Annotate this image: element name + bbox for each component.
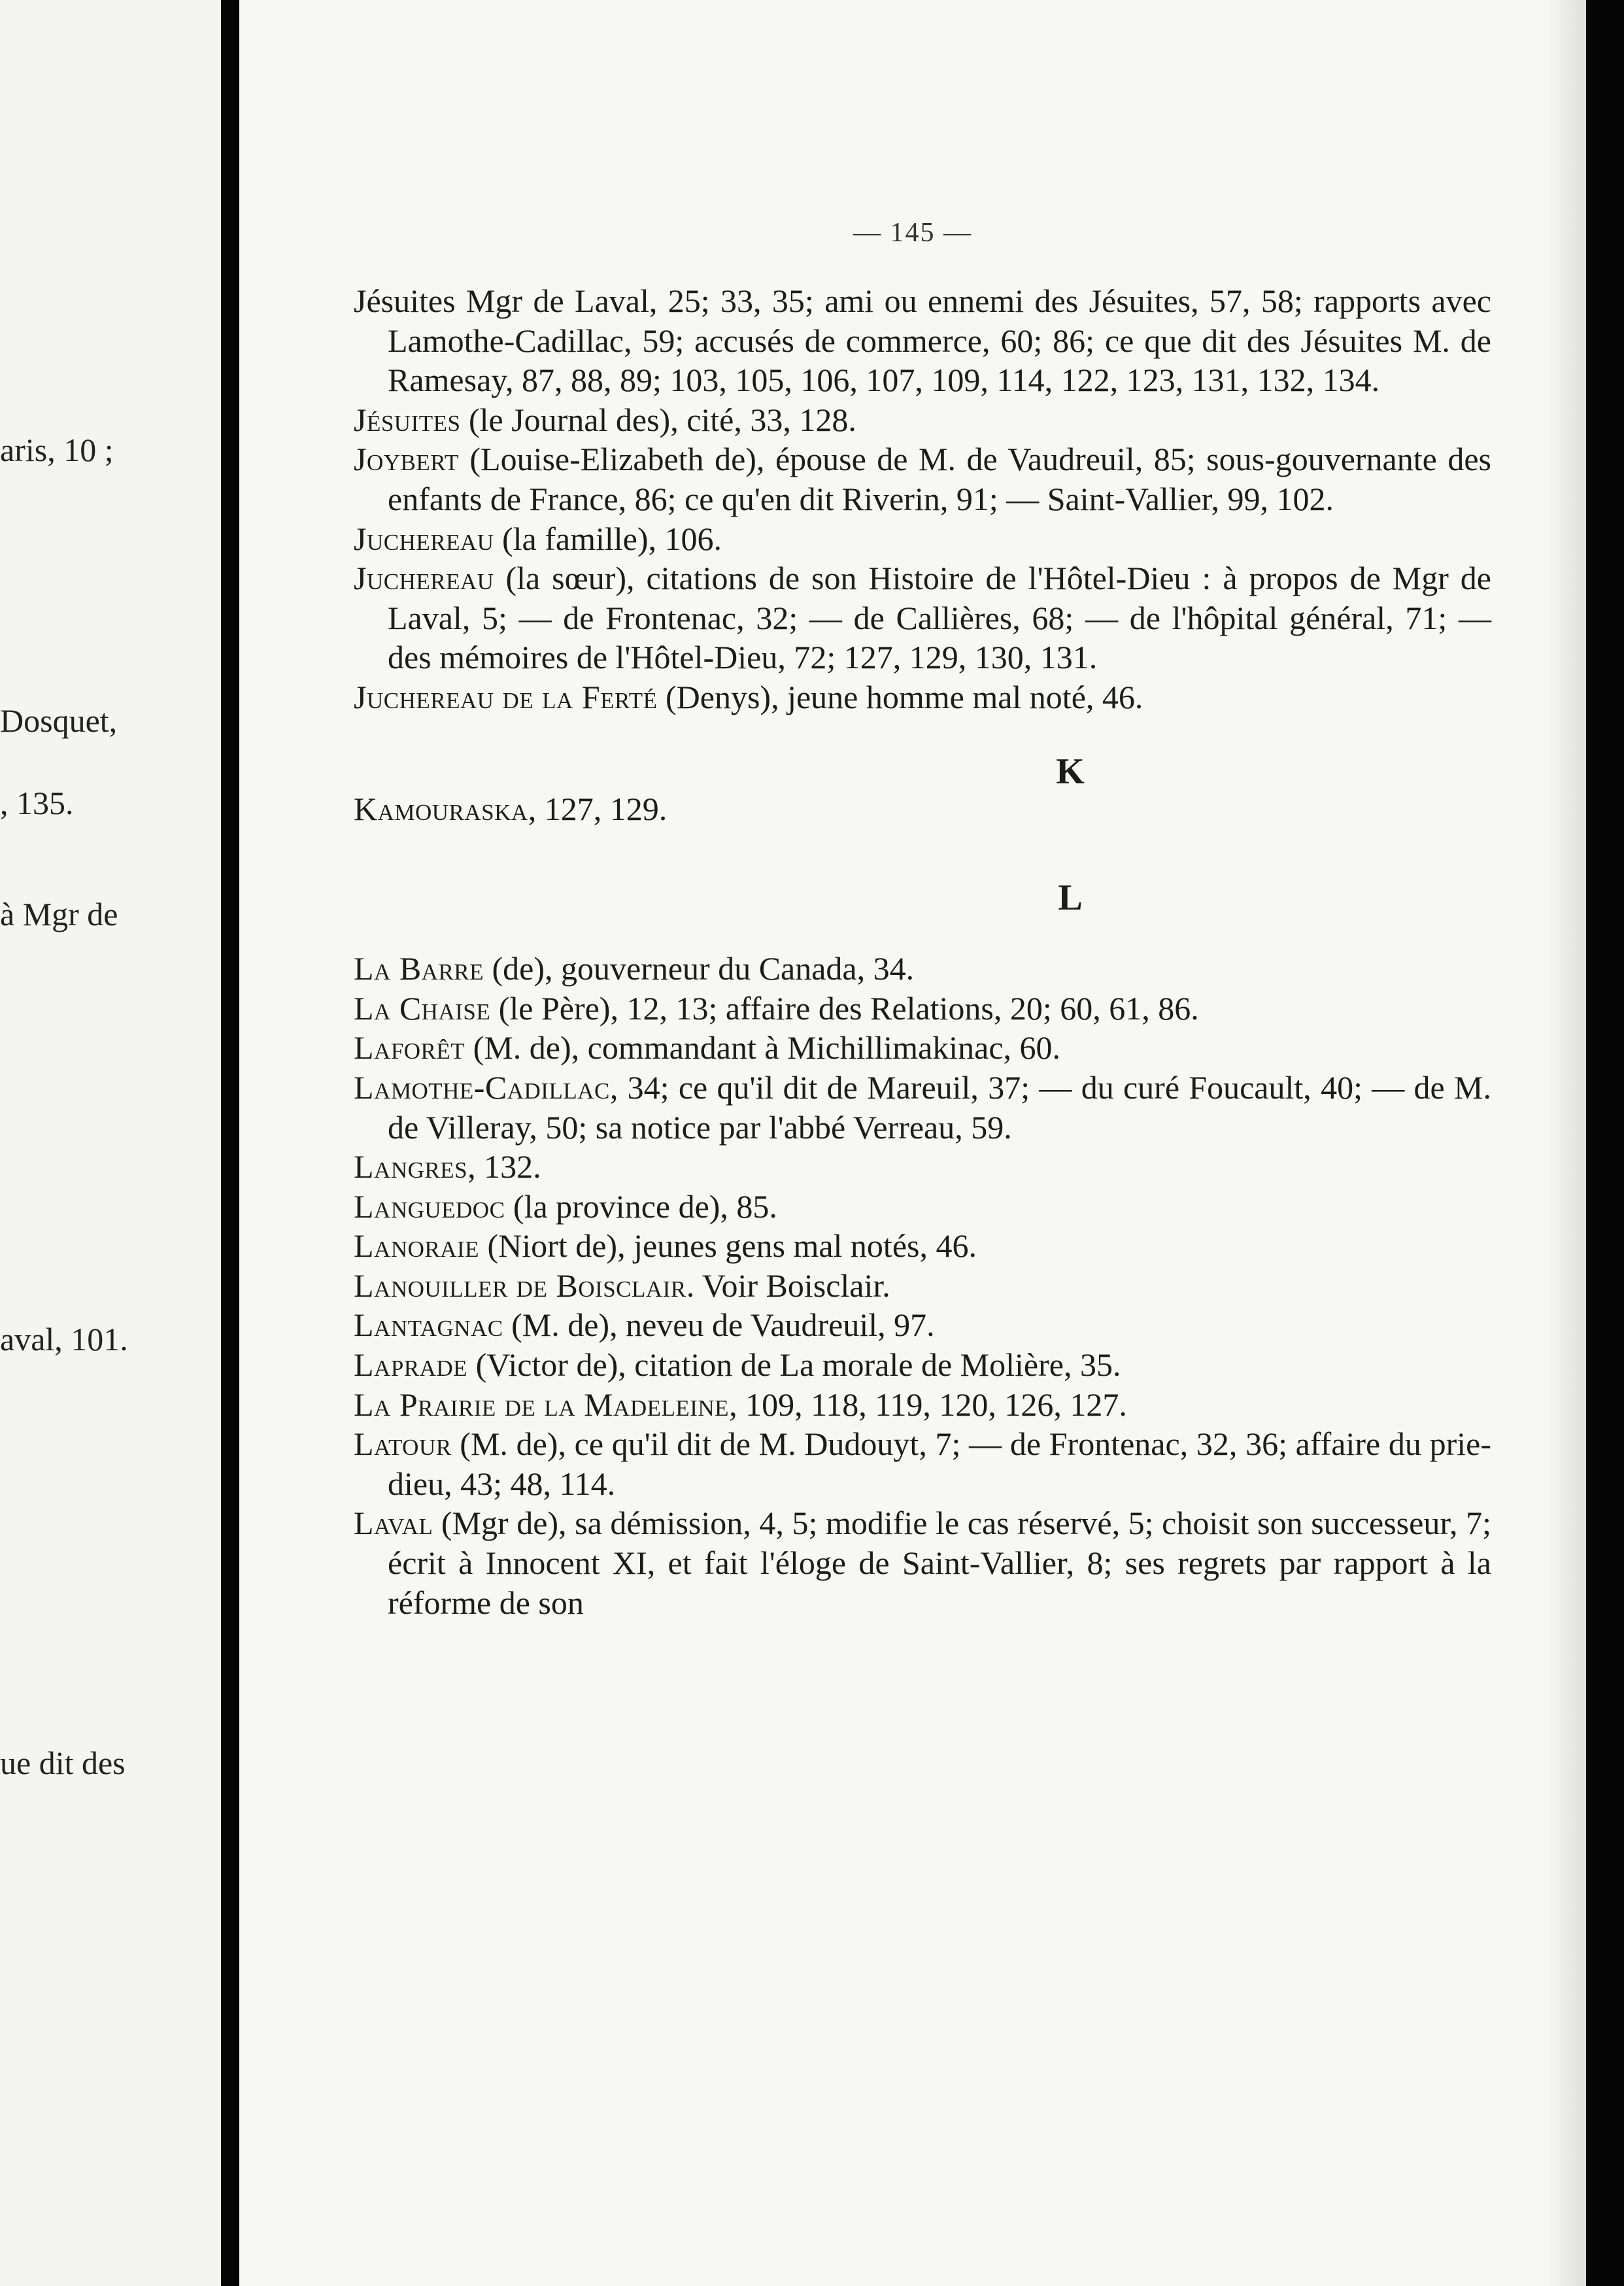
index-entry bbox=[354, 558, 1491, 677]
entry-heading: Laforêt bbox=[354, 1029, 465, 1066]
entry-text: , 127, 129. bbox=[528, 790, 668, 827]
left-page-line: ue dit des bbox=[0, 1745, 126, 1781]
entry-text: (le Père), 12, 13; affaire des Relations, 20; 60, 61, 86. bbox=[490, 989, 1199, 1027]
entry-heading: La Prairie de la Madeleine bbox=[354, 1386, 730, 1423]
entry-heading: Juchereau bbox=[354, 560, 494, 597]
entry-text: (M. de), neveu de Vaudreuil, 97. bbox=[503, 1306, 935, 1344]
entry-text: (Victor de), citation de La morale de Molière, 35. bbox=[467, 1346, 1121, 1384]
index-entry bbox=[354, 949, 1491, 989]
index-entry bbox=[354, 1305, 1491, 1345]
index-entry bbox=[354, 1028, 1491, 1068]
index-page bbox=[239, 0, 1586, 2286]
entry-text: , 109, 118, 119, 120, 126, 127. bbox=[729, 1386, 1127, 1423]
entry-heading: Latour bbox=[354, 1425, 452, 1463]
entry-text: (la sœur), citations de son Histoire de l'Hôtel-Dieu : à propos de Mgr de Laval, 5; — de Frontenac, 32; — de Callières, 68; — de l'hôpital général, 71; — des mémoires de l'Hôtel-Dieu, 72; 127, 129, 130, 131. bbox=[388, 560, 1491, 676]
index-entry bbox=[354, 1147, 1491, 1187]
entry-text: (Niort de), jeunes gens mal notés, 46. bbox=[479, 1227, 977, 1265]
entry-heading: Laval bbox=[354, 1505, 433, 1542]
page-edge bbox=[1586, 0, 1624, 2286]
entry-heading: Jésuites bbox=[354, 401, 461, 438]
left-page-line: à Mgr de bbox=[0, 896, 118, 932]
entry-text: , 132. bbox=[467, 1148, 541, 1186]
entry-text: (M. de), ce qu'il dit de M. Dudouyt, 7; — de Frontenac, 32, 36; affaire du prie-dieu, 43; 48, 114. bbox=[388, 1425, 1491, 1502]
entry-heading: Juchereau bbox=[354, 520, 494, 557]
entry-heading: Laprade bbox=[354, 1346, 468, 1384]
section-letter-l: L bbox=[1058, 878, 1083, 919]
entry-heading: La Chaise bbox=[354, 989, 491, 1027]
index-entry bbox=[354, 989, 1491, 1029]
entry-heading: Joybert bbox=[354, 441, 459, 478]
entry-text: (Mgr de), sa démission, 4, 5; modifie le cas réservé, 5; choisit son successeur, 7; écrit à Innocent XI, et fait l'éloge de Saint-Vallier, 8; ses regrets par rapport à la réforme de son bbox=[388, 1505, 1491, 1621]
index-entry bbox=[354, 1187, 1491, 1227]
index-entry bbox=[354, 1266, 1491, 1306]
index-entry bbox=[354, 1068, 1491, 1147]
entry-heading: Lanouiller de Boisclair bbox=[354, 1267, 686, 1304]
entry-text: (la province de), 85. bbox=[505, 1187, 777, 1225]
entry-text: Jésuites Mgr de Laval, 25; 33, 35; ami ou ennemi des Jésuites, 57, 58; rapports avec Lamothe-Cadillac, 59; accusés de commerce, 60; 86; ce que dit des Jésuites M. de Ramesay, 87, 88, 89; 103, 105, 106, 107, 109, 114, 122, 123, 131, 132, 134. bbox=[354, 282, 1491, 399]
index-entry bbox=[354, 519, 1491, 559]
index-entry bbox=[354, 281, 1491, 400]
index-entry bbox=[354, 1226, 1491, 1266]
page-gutter bbox=[221, 0, 239, 2286]
left-page-line: Dosquet, bbox=[0, 702, 118, 739]
left-page-line: , 135. bbox=[0, 785, 74, 821]
left-page-line: aval, 101. bbox=[0, 1321, 128, 1357]
entry-text: (Louise-Elizabeth de), épouse de M. de Vaudreuil, 85; sous-gouvernante des enfants de France, 86; ce qu'en dit Riverin, 91; — Saint-Vallier, 99, 102. bbox=[388, 441, 1491, 517]
entry-text: (M. de), commandant à Michillimakinac, 60. bbox=[465, 1029, 1061, 1066]
index-entry bbox=[354, 1345, 1491, 1385]
entry-heading: Kamouraska bbox=[354, 790, 528, 827]
index-entry bbox=[354, 1503, 1491, 1622]
entry-heading: Lamothe-Cadillac bbox=[354, 1068, 610, 1106]
page-number: — 145 — bbox=[853, 218, 972, 248]
index-entry bbox=[354, 439, 1491, 519]
entry-text: , 34; ce qu'il dit de Mareuil, 37; — du curé Foucault, 40; — de M. de Villeray, 50; sa notice par l'abbé Verreau, 59. bbox=[388, 1068, 1491, 1146]
left-page-line: aris, 10 ; bbox=[0, 432, 114, 468]
entry-text: (la famille), 106. bbox=[494, 520, 722, 557]
index-entry bbox=[354, 400, 1491, 440]
index-body bbox=[354, 281, 1491, 1622]
entry-text: (de), gouverneur du Canada, 34. bbox=[484, 950, 915, 987]
entry-text: . Voir Boisclair. bbox=[686, 1267, 890, 1304]
index-entry bbox=[354, 789, 1491, 829]
entry-text: (Denys), jeune homme mal noté, 46. bbox=[657, 678, 1143, 715]
entry-text: (le Journal des), cité, 33, 128. bbox=[460, 401, 856, 438]
entry-heading: Langres bbox=[354, 1148, 468, 1186]
index-entry bbox=[354, 677, 1491, 717]
entry-heading: La Barre bbox=[354, 950, 484, 987]
entry-heading: Lantagnac bbox=[354, 1306, 503, 1344]
index-entry bbox=[354, 1385, 1491, 1425]
index-entry bbox=[354, 1424, 1491, 1503]
entry-heading: Languedoc bbox=[354, 1187, 505, 1225]
section-letter-k: K bbox=[1056, 751, 1085, 792]
entry-heading: Lanoraie bbox=[354, 1227, 480, 1265]
entry-heading: Juchereau de la Ferté bbox=[354, 678, 658, 715]
left-page bbox=[0, 0, 221, 2286]
